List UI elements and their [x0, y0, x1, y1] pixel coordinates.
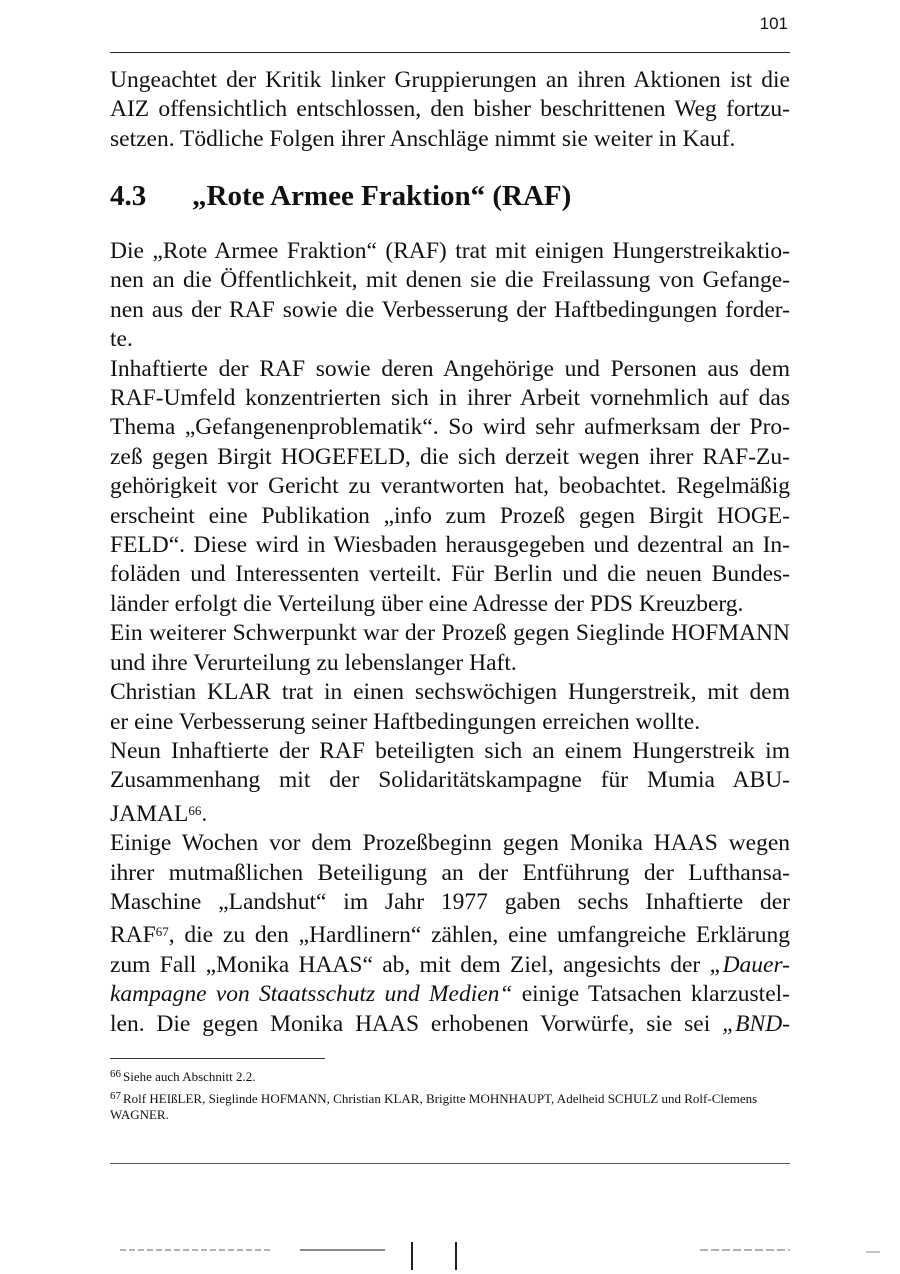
text-line: foläden und Interessenten verteilt. Für Berlin und die neuen Bundes-: [110, 561, 790, 588]
text-fragment: zum Fall „Monika HAAS“ ab, mit dem Ziel, angesichts der: [110, 951, 710, 978]
text-line: [110, 796, 790, 829]
text-fragment-italic: „Dauer-: [709, 951, 790, 978]
text-line: [110, 917, 790, 950]
text-line: Ungeachtet der Kritik linker Gruppierungen an ihren Aktionen ist die: [110, 67, 790, 93]
text-line: Ein weiterer Schwerpunkt war der Prozeß gegen Sieglinde HOFMANN: [110, 620, 790, 647]
text-line: länder erfolgt die Verteilung über eine Adresse der PDS Kreuzberg.: [110, 590, 744, 617]
text-fragment: .: [201, 800, 208, 827]
text-line: zeß gegen Birgit HOGEFELD, die sich derzeit wegen ihrer RAF-Zu-: [110, 443, 790, 470]
paragraph-hungerstreik: [110, 237, 790, 355]
intro-paragraph: [110, 66, 790, 154]
paragraph-gefangenenproblematik: [110, 355, 790, 620]
footnote-separator: [110, 1058, 325, 1059]
footnote-66: [110, 1066, 790, 1085]
text-fragment: einige Tatsachen klarzustel-: [512, 981, 790, 1008]
text-line: setzen. Tödliche Folgen ihrer Anschläge nimmt sie weiter in Kauf.: [110, 125, 736, 152]
paragraph-klar: [110, 678, 790, 737]
text-line: gehörigkeit vor Gericht zu verantworten hat, beobachtet. Regelmäßig: [110, 473, 790, 500]
footnote-67: [110, 1088, 790, 1123]
text-line: erscheint eine Publikation „info zum Prozeß gegen Birgit HOGE-: [110, 502, 790, 529]
text-line: Die „Rote Armee Fraktion“ (RAF) trat mit einigen Hungerstreikaktio-: [110, 238, 790, 264]
text-line: Zusammenhang mit der Solidaritätskampagne für Mumia ABU-: [110, 767, 790, 794]
section-number: 4.3: [110, 180, 147, 212]
text-line: nen aus der RAF sowie die Verbesserung der Haftbedingungen forder-: [110, 296, 790, 323]
text-line: nen an die Öffentlichkeit, mit denen sie die Freilassung von Gefange-: [110, 267, 790, 294]
footnote-ref-66[interactable]: 66: [188, 802, 202, 818]
footnotes: [110, 1066, 790, 1126]
text-line: te.: [110, 326, 133, 353]
text-line: Neun Inhaftierte der RAF beteiligten sich an einem Hungerstreik im: [110, 737, 790, 764]
text-line: Maschine „Landshut“ im Jahr 1977 gaben sechs Inhaftierte der: [110, 888, 790, 915]
text-line: Inhaftierte der RAF sowie deren Angehörige und Personen aus dem: [110, 355, 790, 382]
text-line: AIZ offensichtlich entschlossen, den bisher beschrittenen Weg fortzu-: [110, 96, 790, 123]
footnote-text: Siehe auch Abschnitt 2.2.: [123, 1069, 256, 1084]
text-fragment: RAF: [110, 922, 156, 949]
text-line: [110, 951, 790, 980]
footer-rule: [110, 1163, 790, 1164]
text-fragment: len. Die gegen Monika HAAS erhobenen Vorwürfe, sie sei: [110, 1010, 723, 1037]
text-line: [110, 980, 790, 1009]
text-line: RAF-Umfeld konzentrierten sich in ihrer Arbeit vornehmlich auf das: [110, 385, 790, 412]
text-line: Christian KLAR trat in einen sechswöchigen Hungerstreik, mit dem: [110, 679, 790, 706]
text-fragment: , die zu den „Hardlinern“ zählen, eine umfangreiche Erklärung: [168, 922, 790, 949]
page-number: 101: [759, 14, 788, 33]
footnote-number: 67: [110, 1090, 121, 1102]
text-fragment: JAMAL: [110, 800, 189, 827]
text-line: [110, 1010, 790, 1039]
text-line: und ihre Verurteilung zu lebenslanger Haft.: [110, 649, 517, 676]
section-body: [110, 237, 790, 1039]
header-rule: [110, 52, 790, 53]
text-line: FELD“. Diese wird in Wiesbaden herausgegeben und dezentral an In-: [110, 532, 790, 559]
text-line: Einige Wochen vor dem Prozeßbeginn gegen Monika HAAS wegen: [110, 830, 790, 857]
text-fragment-italic: „BND-: [722, 1010, 790, 1037]
text-line: Thema „Gefangenenproblematik“. So wird sehr aufmerksam der Pro-: [110, 414, 790, 441]
paragraph-mumia: [110, 737, 790, 829]
paragraph-haas: [110, 829, 790, 1039]
footnote-text: Rolf HEIßLER, Sieglinde HOFMANN, Christian KLAR, Brigitte MOHNHAUPT, Adelheid SCHULZ und Rolf-Clemens WAGNER.: [110, 1091, 758, 1122]
text-fragment-italic: kampagne von Staatsschutz und Medien“: [110, 981, 513, 1008]
scan-artifact-marks: [0, 1240, 900, 1270]
section-title: „Rote Armee Fraktion“ (RAF): [192, 180, 572, 212]
footnote-ref-67[interactable]: 67: [155, 924, 169, 940]
text-line: ihrer mutmaßlichen Beteiligung an der Entführung der Lufthansa-: [110, 859, 790, 886]
section-heading: [110, 180, 571, 213]
text-line: er eine Verbesserung seiner Haftbedingungen erreichen wollte.: [110, 708, 701, 735]
paragraph-hofmann: [110, 619, 790, 678]
footnote-number: 66: [110, 1068, 121, 1080]
